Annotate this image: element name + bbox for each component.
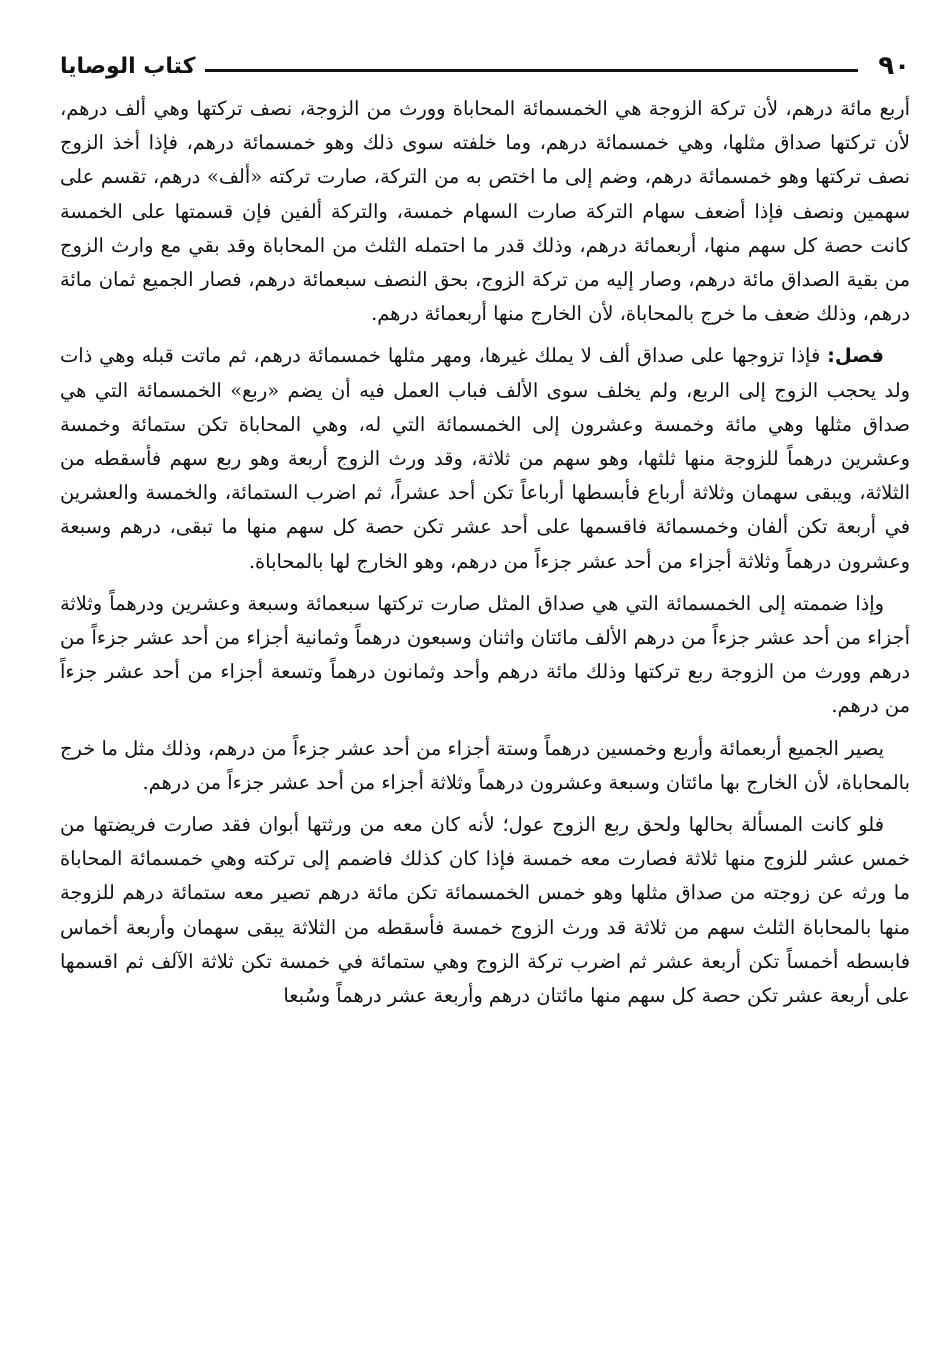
paragraph xyxy=(60,732,910,800)
section-label: فصل: xyxy=(827,344,884,368)
page-header xyxy=(60,40,910,92)
body-text xyxy=(60,92,910,1013)
paragraph-text: فلو كانت المسألة بحالها ولحق ربع الزوج عول؛ لأنه كان معه من ورثتها أبوان فقد صارت فريضتها من خمس عشر للزوج منها ثلاثة فصارت معه خمسة فإذا كان كذلك فاضمم إلى تركته وهي خمسمائة المحاباة ما ورثه عن زوجته من صداق مثلها وهو خمس الخمسمائة تكن مائة درهم تصير معه ستمائة درهم للزوجة منها بالمحاباة الثلث سهم من ثلاثة قد ورث الزوج خمسة فأسقطه من الثلاثة يبقى سهمان وأربعة أخماس فابسطه أخمساً تكن أربعة عشر ثم اضرب تركة الزوج وهي ستمائة في خمسة تكن ثلاثة الآلف ثم اقسمها على أربعة عشر تكن حصة كل سهم منها مائتان درهم وأربعة عشر درهماً وسُبعا xyxy=(60,813,910,1008)
paragraph-text: أربع مائة درهم، لأن تركة الزوجة هي الخمسمائة المحاباة وورث من الزوجة، نصف تركتها وهي ألف درهم، لأن تركتها صداق مثلها، وهي خمسمائة درهم، وما خلفته سوى ذلك وهو خمسمائة درهم، فإذا أخذ الزوج نصف تركتها وهو خمسمائة درهم، وضم إلى ما اختص به من التركة، صارت تركته «ألف» درهم، تقسم على سهمين ونصف فإذا أضعف سهام التركة صارت السهام خمسة، والتركة ألفين فإن قسمتها على الخمسة كانت حصة كل سهم منها، أربعمائة درهم، وذلك قدر ما احتمله الثلث من المحاباة وقد بقي مع وارث الزوج من بقية الصداق مائة درهم، وصار إليه من تركة الزوج، بحق النصف سبعمائة درهم، فصار الجميع ثمان مائة درهم، وذلك ضعف ما خرج بالمحاباة، لأن الخارج منها أربعمائة درهم. xyxy=(60,97,910,326)
paragraph xyxy=(60,339,910,578)
paragraph xyxy=(60,808,910,1013)
book-page xyxy=(60,40,910,1340)
paragraph-text: فإذا تزوجها على صداق ألف لا يملك غيرها، ومهر مثلها خمسمائة درهم، ثم ماتت قبله وهي ذات ولد يحجب الزوج إلى الربع، ولم يخلف سوى الألف فباب العمل فيه أن يضم «ربع» الخمسمائة التي هي صداق مثلها وهي مائة وخمسة وعشرون إلى الخمسمائة التي له، وهي المحاباة تكن ستمائة وخمسة وعشرين درهماً للزوجة منها ثلثها، وهو سهم من ثلاثة، وقد ورث الزوج أربعة وهو ربع سهم فأسقطه من الثلاثة، ويبقى سهمان وثلاثة أرباع فأبسطها أرباعاً تكن أحد عشراً، ثم اضرب الستمائة، والخمسة والعشرين في أربعة تكن ألفان وخمسمائة فاقسمها على أحد عشر تكن حصة كل سهم منها ما تبقى، درهم وسبعة وعشرون درهماً وثلاثة أجزاء من أحد عشر جزءاً من درهم، وهو الخارج لها بالمحاباة. xyxy=(60,344,910,573)
running-title: كتاب الوصايا xyxy=(60,53,196,79)
page-number: ٩٠ xyxy=(878,51,910,81)
paragraph-text: يصير الجميع أربعمائة وأربع وخمسين درهماً وستة أجزاء من أحد عشر جزءاً من درهم، وذلك مثل ما خرج بالمحاباة، لأن الخارج بها مائتان وسبعة وعشرون درهماً وثلاثة أجزاء من أحد عشر جزءاً من درهم. xyxy=(60,736,910,794)
header-rule xyxy=(205,69,858,72)
paragraph-text: وإذا ضممته إلى الخمسمائة التي هي صداق المثل صارت تركتها سبعمائة وسبعة وعشرين ودرهماً وثلاثة أجزاء من أحد عشر جزءاً من درهم الألف مائتان واثنان وسبعون درهماً وثمانية أجزاء من أحد عشر جزءاً من درهم وورث من الزوجة ربع تركتها وذلك مائة درهم وأحد وثمانون درهماً وتسعة أجزاء من أحد عشر جزءاً من درهم. xyxy=(60,591,910,718)
paragraph xyxy=(60,587,910,724)
paragraph xyxy=(60,92,910,331)
